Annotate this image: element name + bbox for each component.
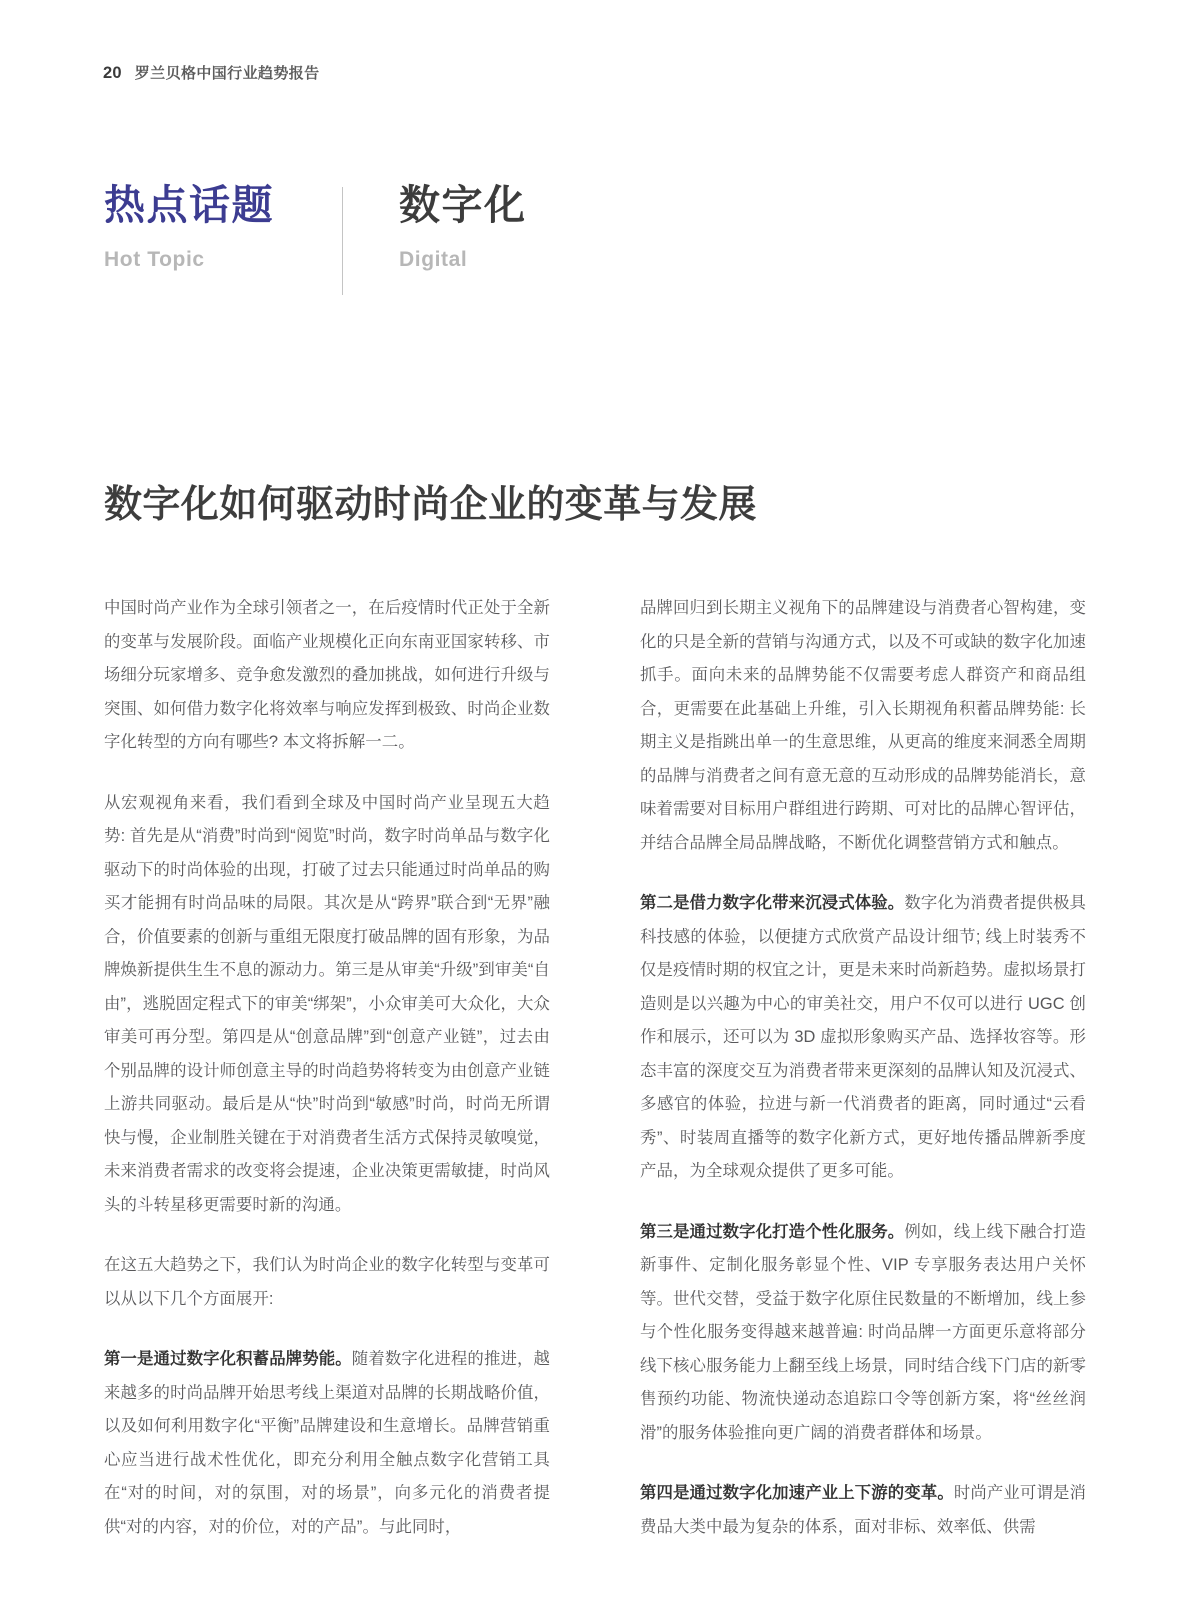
page-number: 20	[103, 64, 122, 82]
paragraph-lead: 第二是借力数字化带来沉浸式体验。	[640, 894, 905, 912]
topic-name-cn: 数字化	[399, 182, 527, 228]
report-name: 罗兰贝格中国行业趋势报告	[134, 65, 320, 82]
running-header	[103, 62, 320, 83]
body-paragraph	[104, 1249, 550, 1316]
paragraph-text: 时尚产业可谓是消费品大类中最为复杂的体系，面对非标、效率低、供需	[640, 1484, 1086, 1536]
paragraph-lead: 第一是通过数字化积蓄品牌势能。	[104, 1350, 352, 1368]
body-paragraph	[104, 787, 550, 1223]
paragraph-text: 在这五大趋势之下，我们认为时尚企业的数字化转型与变革可以从以下几个方面展开:	[104, 1256, 550, 1308]
topic-label-cn: 热点话题	[104, 182, 274, 228]
body-paragraph	[640, 887, 1086, 1189]
article-title: 数字化如何驱动时尚企业的变革与发展	[104, 484, 757, 526]
body-paragraph	[640, 1477, 1086, 1544]
paragraph-text: 品牌回归到长期主义视角下的品牌建设与消费者心智构建，变化的只是全新的营销与沟通方式，以及不可或缺的数字化加速抓手。面向未来的品牌势能不仅需要考虑人群资产和商品组合，更需要在此基础上升维，引入长期视角积蓄品牌势能: 长期主义是指跳出单一的生意思维，从更高的维度来洞悉全周期的品牌与消费者之间有意无意的互动形成的品牌势能消长，意味着需要对目标用户群组进行跨期、可对比的品牌心智评估，并结合品牌全局品牌战略，不断优化调整营销方式和触点。	[640, 599, 1086, 852]
paragraph-text: 数字化为消费者提供极具科技感的体验，以便捷方式欣赏产品设计细节; 线上时装秀不仅是疫情时期的权宜之计，更是未来时尚新趋势。虚拟场景打造则是以兴趣为中心的审美社交，用户不仅可以进行 UGC 创作和展示，还可以为 3D 虚拟形象购买产品、选择妆容等。形态丰富的深度交互为消费者带来更深刻的品牌认知及沉浸式、多感官的体验，拉进与新一代消费者的距离，同时通过“云看秀”、时装周直播等的数字化新方式，更好地传播品牌新季度产品，为全球观众提供了更多可能。	[640, 894, 1086, 1180]
paragraph-text: 中国时尚产业作为全球引领者之一，在后疫情时代正处于全新的变革与发展阶段。面临产业规模化正向东南亚国家转移、市场细分玩家增多、竞争愈发激烈的叠加挑战，如何进行升级与突围、如何借力数字化将效率与响应发挥到极致、时尚企业数字化转型的方向有哪些? 本文将拆解一二。	[104, 599, 550, 751]
body-paragraph	[104, 592, 550, 760]
body-column-left	[104, 592, 550, 1544]
paragraph-text: 随着数字化进程的推进，越来越多的时尚品牌开始思考线上渠道对品牌的长期战略价值，以及如何利用数字化“平衡”品牌建设和生意增长。品牌营销重心应当进行战术性优化，即充分利用全触点数字化营销工具在“对的时间，对的氛围，对的场景”，向多元化的消费者提供“对的内容，对的价位，对的产品”。与此同时，	[104, 1350, 551, 1536]
topic-name-en: Digital	[399, 248, 468, 271]
body-paragraph	[640, 1216, 1086, 1451]
topic-label-group	[104, 182, 342, 297]
paragraph-lead: 第四是通过数字化加速产业上下游的变革。	[640, 1484, 954, 1502]
paragraph-text: 从宏观视角来看，我们看到全球及中国时尚产业呈现五大趋势: 首先是从“消费”时尚到“阅览”时尚，数字时尚单品与数字化驱动下的时尚体验的出现，打破了过去只能通过时尚单品的购买才能拥有时尚品味的局限。其次是从“跨界”联合到“无界”融合，价值要素的创新与重组无限度打破品牌的固有形象，为品牌焕新提供生生不息的源动力。第三是从审美“升级”到审美“自由”，逃脱固定程式下的审美“绑架”，小众审美可大众化，大众审美可再分型。第四是从“创意品牌”到“创意产业链”，过去由个别品牌的设计师创意主导的时尚趋势将转变为由创意产业链上游共同驱动。最后是从“快”时尚到“敏感”时尚，时尚无所谓快与慢，企业制胜关键在于对消费者生活方式保持灵敏嗅觉，未来消费者需求的改变将会提速，企业决策更需敏捷，时尚风头的斗转星移更需要时新的沟通。	[104, 793, 550, 1214]
paragraph-lead: 第三是通过数字化打造个性化服务。	[640, 1222, 905, 1241]
body-paragraph	[104, 1343, 550, 1544]
paragraph-text: 例如，线上线下融合打造新事件、定制化服务彰显个性、VIP 专享服务表达用户关怀等。世代交替，受益于数字化原住民数量的不断增加，线上参与个性化服务变得越来越普遍: 时尚品牌一方面更乐意将部分线下核心服务能力上翻至线上场景，同时结合线下门店的新零售预约功能、物流快递动态追踪口令等创新方案，将“丝丝润滑”的服务体验推向更广阔的消费者群体和场景。	[640, 1222, 1086, 1442]
article-body	[104, 592, 1086, 1544]
topic-name-group	[343, 182, 527, 297]
topic-label-en: Hot Topic	[104, 248, 205, 271]
topic-block	[104, 182, 527, 297]
body-column-right	[640, 592, 1086, 1544]
body-paragraph	[640, 592, 1086, 860]
